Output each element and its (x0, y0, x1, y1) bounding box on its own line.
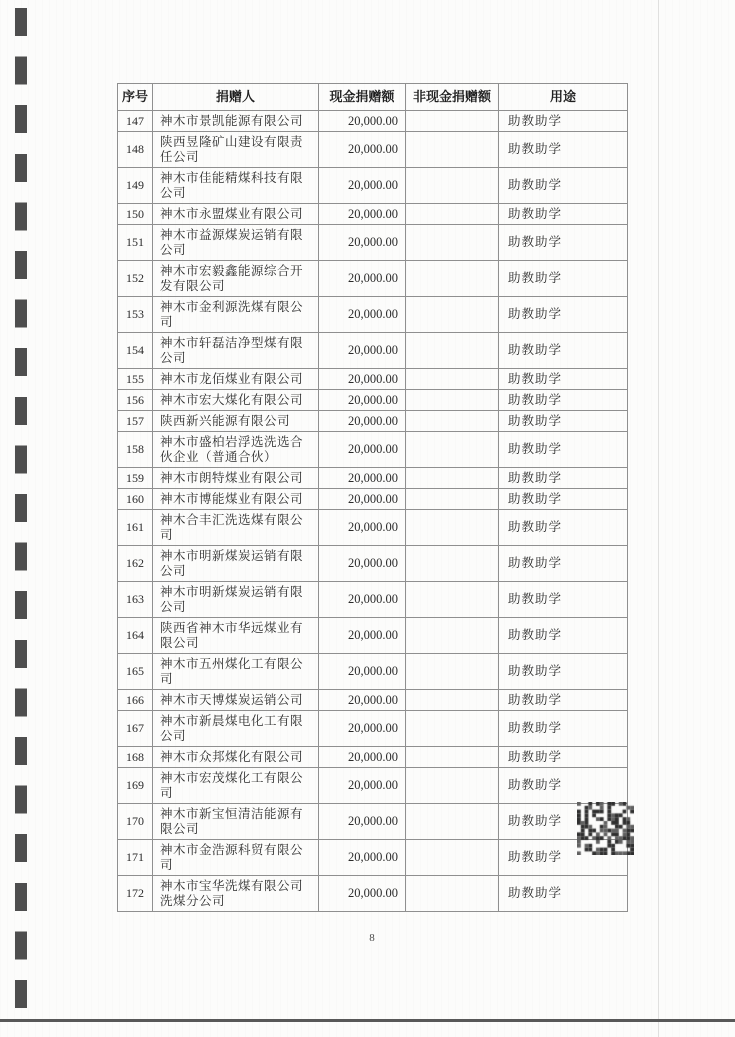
cell-cash-amount: 20,000.00 (319, 510, 406, 546)
cell-serial-number: 153 (118, 297, 153, 333)
cell-noncash-amount (406, 546, 499, 582)
cell-cash-amount: 20,000.00 (319, 582, 406, 618)
cell-purpose: 助教助学 (499, 111, 628, 132)
cell-cash-amount: 20,000.00 (319, 225, 406, 261)
cell-cash-amount: 20,000.00 (319, 840, 406, 876)
cell-donor-name: 神木市益源煤炭运销有限公司 (153, 225, 319, 261)
header-cash-donation: 现金捐赠额 (319, 84, 406, 111)
table-row (118, 768, 628, 804)
cell-serial-number: 167 (118, 711, 153, 747)
table-row (118, 411, 628, 432)
cell-serial-number: 159 (118, 468, 153, 489)
cell-purpose: 助教助学 (499, 261, 628, 297)
cell-donor-name: 神木市轩磊洁净型煤有限公司 (153, 333, 319, 369)
cell-serial-number: 158 (118, 432, 153, 468)
cell-donor-name: 神木市五州煤化工有限公司 (153, 654, 319, 690)
cell-noncash-amount (406, 111, 499, 132)
cell-donor-name: 神木市盛柏岩浮选洗选合伙企业（普通合伙） (153, 432, 319, 468)
cell-noncash-amount (406, 132, 499, 168)
cell-purpose: 助教助学 (499, 489, 628, 510)
cell-noncash-amount (406, 840, 499, 876)
cell-purpose: 助教助学 (499, 168, 628, 204)
cell-purpose: 助教助学 (499, 333, 628, 369)
cell-donor-name: 神木合丰汇洗选煤有限公司 (153, 510, 319, 546)
cell-cash-amount: 20,000.00 (319, 546, 406, 582)
cell-donor-name: 陕西新兴能源有限公司 (153, 411, 319, 432)
table-row (118, 546, 628, 582)
cell-cash-amount: 20,000.00 (319, 747, 406, 768)
table-row (118, 132, 628, 168)
table-row (118, 489, 628, 510)
header-serial-number: 序号 (118, 84, 153, 111)
cell-cash-amount: 20,000.00 (319, 411, 406, 432)
cell-noncash-amount (406, 468, 499, 489)
cell-donor-name: 神木市佳能精煤科技有限公司 (153, 168, 319, 204)
cell-donor-name: 神木市宏茂煤化工有限公司 (153, 768, 319, 804)
table-row (118, 168, 628, 204)
table-row (118, 654, 628, 690)
cell-serial-number: 157 (118, 411, 153, 432)
cell-serial-number: 148 (118, 132, 153, 168)
cell-cash-amount: 20,000.00 (319, 297, 406, 333)
page-content (117, 83, 627, 944)
cell-donor-name: 神木市朗特煤业有限公司 (153, 468, 319, 489)
cell-purpose: 助教助学 (499, 297, 628, 333)
cell-purpose: 助教助学 (499, 468, 628, 489)
header-donor: 捐赠人 (153, 84, 319, 111)
cell-cash-amount: 20,000.00 (319, 804, 406, 840)
cell-purpose: 助教助学 (499, 618, 628, 654)
table-row (118, 297, 628, 333)
cell-serial-number: 168 (118, 747, 153, 768)
cell-noncash-amount (406, 768, 499, 804)
cell-noncash-amount (406, 225, 499, 261)
cell-cash-amount: 20,000.00 (319, 468, 406, 489)
cell-purpose: 助教助学 (499, 582, 628, 618)
cell-cash-amount: 20,000.00 (319, 489, 406, 510)
cell-noncash-amount (406, 204, 499, 225)
cell-cash-amount: 20,000.00 (319, 690, 406, 711)
cell-donor-name: 神木市明新煤炭运销有限公司 (153, 546, 319, 582)
cell-serial-number: 172 (118, 876, 153, 912)
cell-noncash-amount (406, 876, 499, 912)
cell-noncash-amount (406, 489, 499, 510)
cell-purpose: 助教助学 (499, 876, 628, 912)
table-row (118, 876, 628, 912)
cell-serial-number: 171 (118, 840, 153, 876)
cell-purpose: 助教助学 (499, 747, 628, 768)
cell-purpose: 助教助学 (499, 690, 628, 711)
table-row (118, 432, 628, 468)
cell-purpose: 助教助学 (499, 225, 628, 261)
cell-serial-number: 155 (118, 369, 153, 390)
cell-serial-number: 166 (118, 690, 153, 711)
page-bottom-edge-shadow (0, 1019, 735, 1022)
page-edge-line (658, 0, 659, 1037)
binding-hole-marks-icon (15, 8, 27, 1020)
table-row (118, 711, 628, 747)
cell-purpose: 助教助学 (499, 804, 628, 840)
table-row (118, 111, 628, 132)
cell-purpose: 助教助学 (499, 132, 628, 168)
cell-noncash-amount (406, 654, 499, 690)
cell-donor-name: 神木市天博煤炭运销公司 (153, 690, 319, 711)
cell-donor-name: 陕西昱隆矿山建设有限责任公司 (153, 132, 319, 168)
cell-cash-amount: 20,000.00 (319, 168, 406, 204)
cell-donor-name: 神木市宏毅鑫能源综合开发有限公司 (153, 261, 319, 297)
cell-donor-name: 神木市新晨煤电化工有限公司 (153, 711, 319, 747)
cell-noncash-amount (406, 168, 499, 204)
cell-noncash-amount (406, 582, 499, 618)
cell-serial-number: 160 (118, 489, 153, 510)
cell-donor-name: 神木市众邦煤化有限公司 (153, 747, 319, 768)
cell-purpose: 助教助学 (499, 711, 628, 747)
table-row (118, 747, 628, 768)
cell-donor-name: 陕西省神木市华远煤业有限公司 (153, 618, 319, 654)
cell-serial-number: 161 (118, 510, 153, 546)
cell-cash-amount: 20,000.00 (319, 711, 406, 747)
cell-serial-number: 170 (118, 804, 153, 840)
cell-noncash-amount (406, 261, 499, 297)
cell-cash-amount: 20,000.00 (319, 369, 406, 390)
cell-noncash-amount (406, 711, 499, 747)
cell-cash-amount: 20,000.00 (319, 432, 406, 468)
cell-purpose: 助教助学 (499, 768, 628, 804)
cell-donor-name: 神木市宝华洗煤有限公司洗煤分公司 (153, 876, 319, 912)
cell-noncash-amount (406, 690, 499, 711)
cell-purpose: 助教助学 (499, 411, 628, 432)
cell-noncash-amount (406, 618, 499, 654)
cell-donor-name: 神木市博能煤业有限公司 (153, 489, 319, 510)
cell-cash-amount: 20,000.00 (319, 111, 406, 132)
table-row (118, 840, 628, 876)
cell-purpose: 助教助学 (499, 204, 628, 225)
table-row (118, 333, 628, 369)
cell-cash-amount: 20,000.00 (319, 204, 406, 225)
cell-cash-amount: 20,000.00 (319, 390, 406, 411)
cell-donor-name: 神木市龙佰煤业有限公司 (153, 369, 319, 390)
table-row (118, 225, 628, 261)
table-row (118, 468, 628, 489)
cell-donor-name: 神木市金利源洗煤有限公司 (153, 297, 319, 333)
table-row (118, 204, 628, 225)
header-noncash-donation: 非现金捐赠额 (406, 84, 499, 111)
cell-noncash-amount (406, 333, 499, 369)
table-header-row (118, 84, 628, 111)
cell-noncash-amount (406, 747, 499, 768)
header-purpose: 用途 (499, 84, 628, 111)
cell-cash-amount: 20,000.00 (319, 132, 406, 168)
cell-noncash-amount (406, 390, 499, 411)
cell-donor-name: 神木市永盟煤业有限公司 (153, 204, 319, 225)
cell-cash-amount: 20,000.00 (319, 876, 406, 912)
cell-serial-number: 149 (118, 168, 153, 204)
cell-purpose: 助教助学 (499, 390, 628, 411)
cell-serial-number: 150 (118, 204, 153, 225)
cell-donor-name: 神木市景凯能源有限公司 (153, 111, 319, 132)
cell-serial-number: 165 (118, 654, 153, 690)
cell-cash-amount: 20,000.00 (319, 654, 406, 690)
cell-serial-number: 169 (118, 768, 153, 804)
cell-cash-amount: 20,000.00 (319, 261, 406, 297)
cell-donor-name: 神木市新宝恒清洁能源有限公司 (153, 804, 319, 840)
cell-purpose: 助教助学 (499, 840, 628, 876)
table-row (118, 510, 628, 546)
cell-noncash-amount (406, 297, 499, 333)
cell-purpose: 助教助学 (499, 510, 628, 546)
table-row (118, 390, 628, 411)
cell-serial-number: 164 (118, 618, 153, 654)
table-row (118, 804, 628, 840)
table-row (118, 369, 628, 390)
cell-noncash-amount (406, 804, 499, 840)
cell-noncash-amount (406, 432, 499, 468)
table-row (118, 261, 628, 297)
cell-noncash-amount (406, 411, 499, 432)
cell-purpose: 助教助学 (499, 654, 628, 690)
cell-serial-number: 154 (118, 333, 153, 369)
cell-purpose: 助教助学 (499, 369, 628, 390)
cell-donor-name: 神木市宏大煤化有限公司 (153, 390, 319, 411)
table-row (118, 582, 628, 618)
cell-donor-name: 神木市金浩源科贸有限公司 (153, 840, 319, 876)
qr-code-stamp-icon (577, 802, 634, 855)
cell-cash-amount: 20,000.00 (319, 618, 406, 654)
cell-cash-amount: 20,000.00 (319, 768, 406, 804)
table-row (118, 690, 628, 711)
cell-serial-number: 152 (118, 261, 153, 297)
table-row (118, 618, 628, 654)
page-number: 8 (369, 932, 375, 944)
cell-cash-amount: 20,000.00 (319, 333, 406, 369)
cell-serial-number: 156 (118, 390, 153, 411)
cell-serial-number: 151 (118, 225, 153, 261)
cell-purpose: 助教助学 (499, 432, 628, 468)
cell-purpose: 助教助学 (499, 546, 628, 582)
donation-table (117, 83, 628, 912)
cell-noncash-amount (406, 369, 499, 390)
cell-serial-number: 147 (118, 111, 153, 132)
cell-serial-number: 162 (118, 546, 153, 582)
cell-noncash-amount (406, 510, 499, 546)
cell-donor-name: 神木市明新煤炭运销有限公司 (153, 582, 319, 618)
cell-serial-number: 163 (118, 582, 153, 618)
